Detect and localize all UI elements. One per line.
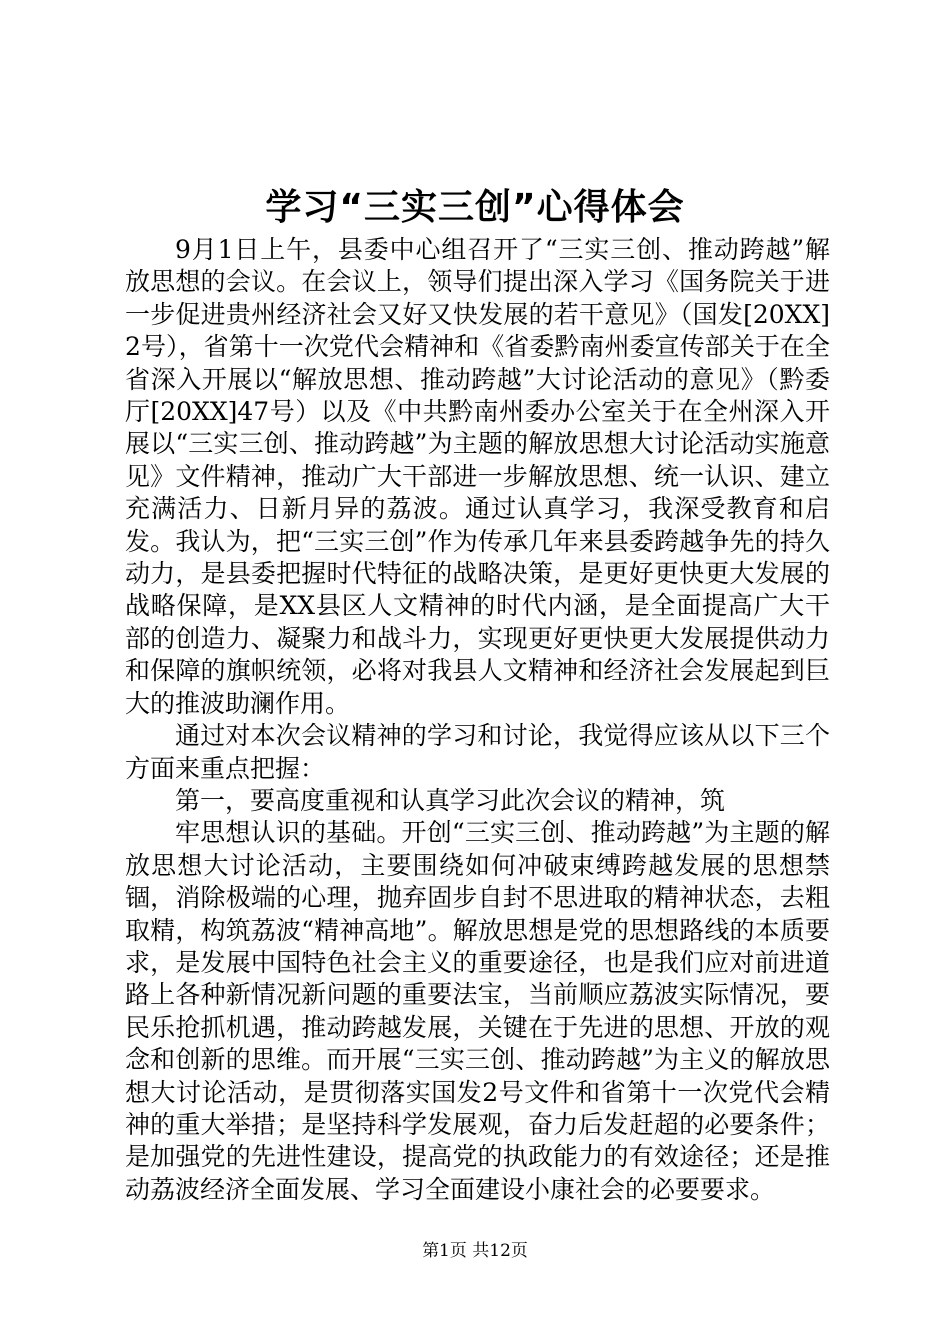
paragraph-4: 牢思想认识的基础。开创“三实三创、推动跨越”为主题的解放思想大讨论活动，主要围绕如何冲破束缚跨越发展的思想禁锢，消除极端的心理，抛弃固步自封不思进取的精神状态，去粗取精，构筑荔波“精神高地”。解放思想是党的思想路线的本质要求，是发展中国特色社会主义的重要途径，也是我们应对前进道路上各种新情况新问题的重要法宝，当前顺应荔波实际情况，要民乐抢抓机遇，推动跨越发展，关键在于先进的思想、开放的观念和创新的思维。而开展“三实三创、推动跨越”为主义的解放思想大讨论活动，是贯彻落实国发2号文件和省第十一次党代会精神的重大举措；是坚持科学发展观，奋力后发赶超的必要条件；是加强党的先进性建设，提高党的执政能力的有效途径；还是推动荔波经济全面发展、学习全面建设小康社会的必要要求。	[125, 818, 830, 1204]
document-body	[125, 234, 830, 1206]
paragraph-2: 通过对本次会议精神的学习和讨论，我觉得应该从以下三个方面来重点把握：	[125, 721, 830, 783]
document-title: 学习“三实三创”心得体会	[265, 187, 685, 228]
page-footer: 第1页 共12页	[422, 1241, 528, 1261]
paragraph-3: 第一，要高度重视和认真学习此次会议的精神，筑	[175, 785, 726, 815]
paragraph-1: 9月1日上午，县委中心组召开了“三实三创、推动跨越”解放思想的会议。在会议上，领导们提出深入学习《国务院关于进一步促进贵州经济社会又好又快发展的若干意见》（国发[20XX]2号），省第十一次党代会精神和《省委黔南州委宣传部关于在全省深入开展以“解放思想、推动跨越”大讨论活动的意见》（黔委厅[20XX]47号）以及《中共黔南州委办公室关于在全州深入开展以“三实三创、推动跨越”为主题的解放思想大讨论活动实施意见》文件精神，推动广大干部进一步解放思想、统一认识、建立充满活力、日新月异的荔波。通过认真学习，我深受教育和启发。我认为，把“三实三创”作为传承几年来县委跨越争先的持久动力，是县委把握时代特征的战略决策，是更好更快更大发展的战略保障，是XX县区人文精神的时代内涵，是全面提高广大干部的创造力、凝聚力和战斗力，实现更好更快更大发展提供动力和保障的旗帜统领，必将对我县人文精神和经济社会发展起到巨大的推波助澜作用。	[125, 235, 830, 718]
